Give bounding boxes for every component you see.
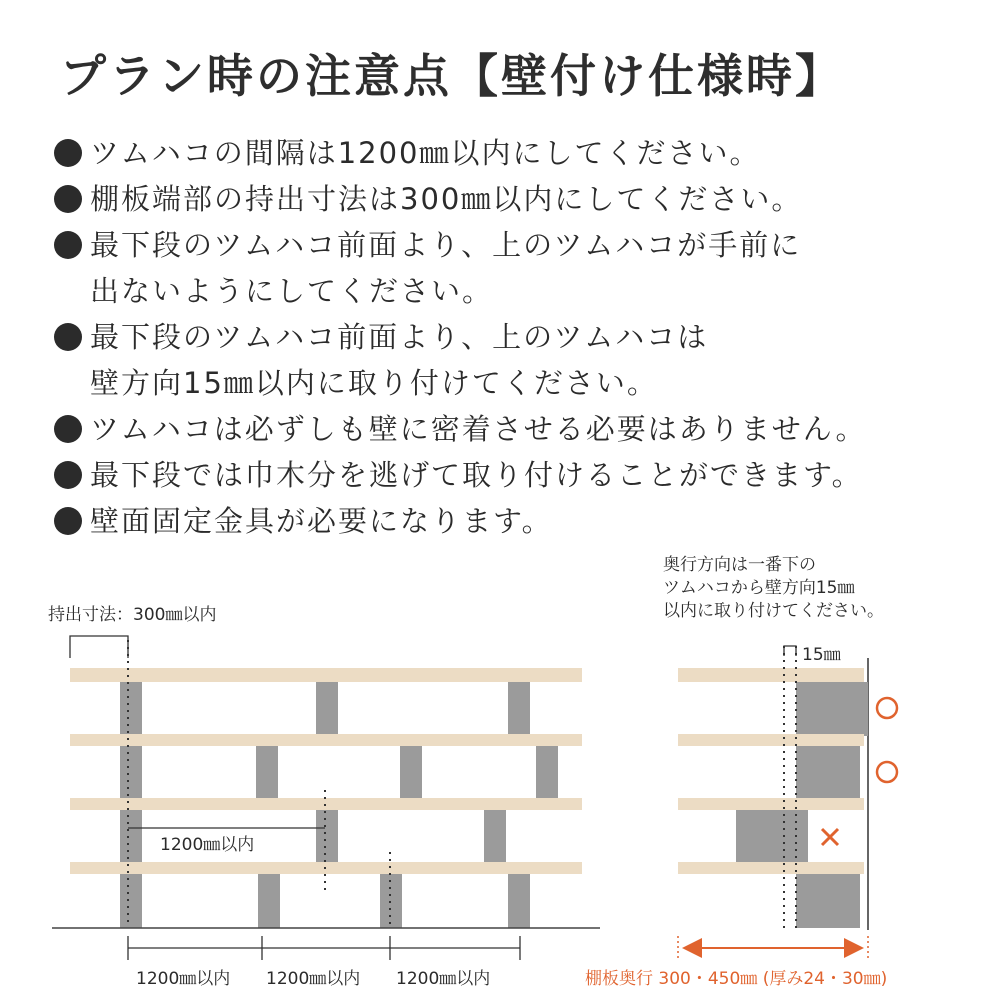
shelf-board-side xyxy=(678,798,864,810)
offset-label: 15㎜ xyxy=(802,645,841,665)
shelf-board xyxy=(70,734,582,746)
shelf-board-side xyxy=(678,862,864,874)
ng-cross-icon xyxy=(822,829,838,845)
box-front xyxy=(120,810,142,864)
box-front xyxy=(256,746,278,802)
note-text-continued: 出ないようにしてください。 xyxy=(90,274,494,308)
box-front xyxy=(120,874,142,928)
ok-circle-icon xyxy=(877,762,897,782)
side-note-line: 以内に取り付けてください。 xyxy=(663,601,884,621)
bottom-spacing-label: 1200㎜以内 xyxy=(136,969,231,989)
bottom-spacing-label: 1200㎜以内 xyxy=(266,969,361,989)
box-front xyxy=(258,874,280,928)
note-text-continued: 壁方向15㎜以内に取り付けてください。 xyxy=(90,366,658,400)
shelf-board-side xyxy=(678,668,864,682)
box-front xyxy=(484,810,506,864)
offset-bracket xyxy=(784,646,796,656)
box-front xyxy=(400,746,422,802)
shelf-board xyxy=(70,668,582,682)
box-front xyxy=(508,682,530,738)
box-front xyxy=(316,810,338,864)
box-side xyxy=(796,746,860,800)
note-text: ツムハコは必ずしも壁に密着させる必要はありません。 xyxy=(90,412,867,446)
page-title: プラン時の注意点【壁付け仕様時】 xyxy=(60,49,844,103)
spacing-label: 1200㎜以内 xyxy=(160,835,255,855)
box-side xyxy=(796,874,860,928)
box-front xyxy=(508,874,530,928)
note-text: 最下段では巾木分を逃げて取り付けることができます。 xyxy=(90,458,863,492)
note-text: ツムハコの間隔は1200㎜以内にしてください。 xyxy=(90,136,761,170)
box-front xyxy=(536,746,558,802)
bottom-spacing-label: 1200㎜以内 xyxy=(396,969,491,989)
overhang-bracket xyxy=(70,636,128,658)
side-note-line: 奥行方向は一番下の xyxy=(663,555,816,575)
note-text: 最下段のツムハコ前面より、上のツムハコは xyxy=(90,320,709,354)
box-side xyxy=(796,682,868,736)
front-view xyxy=(48,605,600,989)
box-side-ng xyxy=(736,810,808,864)
side-view xyxy=(585,555,897,989)
box-front xyxy=(120,682,142,738)
ok-circle-icon xyxy=(877,698,897,718)
side-note-line: ツムハコから壁方向15㎜ xyxy=(663,578,855,598)
depth-label: 棚板奥行 300・450㎜ (厚み24・30㎜) xyxy=(585,969,888,989)
note-text: 最下段のツムハコ前面より、上のツムハコが手前に xyxy=(90,228,802,262)
shelf-board-side xyxy=(678,734,864,746)
note-text: 棚板端部の持出寸法は300㎜以内にしてください。 xyxy=(90,182,803,216)
note-text: 壁面固定金具が必要になります。 xyxy=(90,504,553,538)
overhang-label: 持出寸法：300㎜以内 xyxy=(48,605,217,625)
box-front xyxy=(120,746,142,802)
box-front xyxy=(316,682,338,738)
